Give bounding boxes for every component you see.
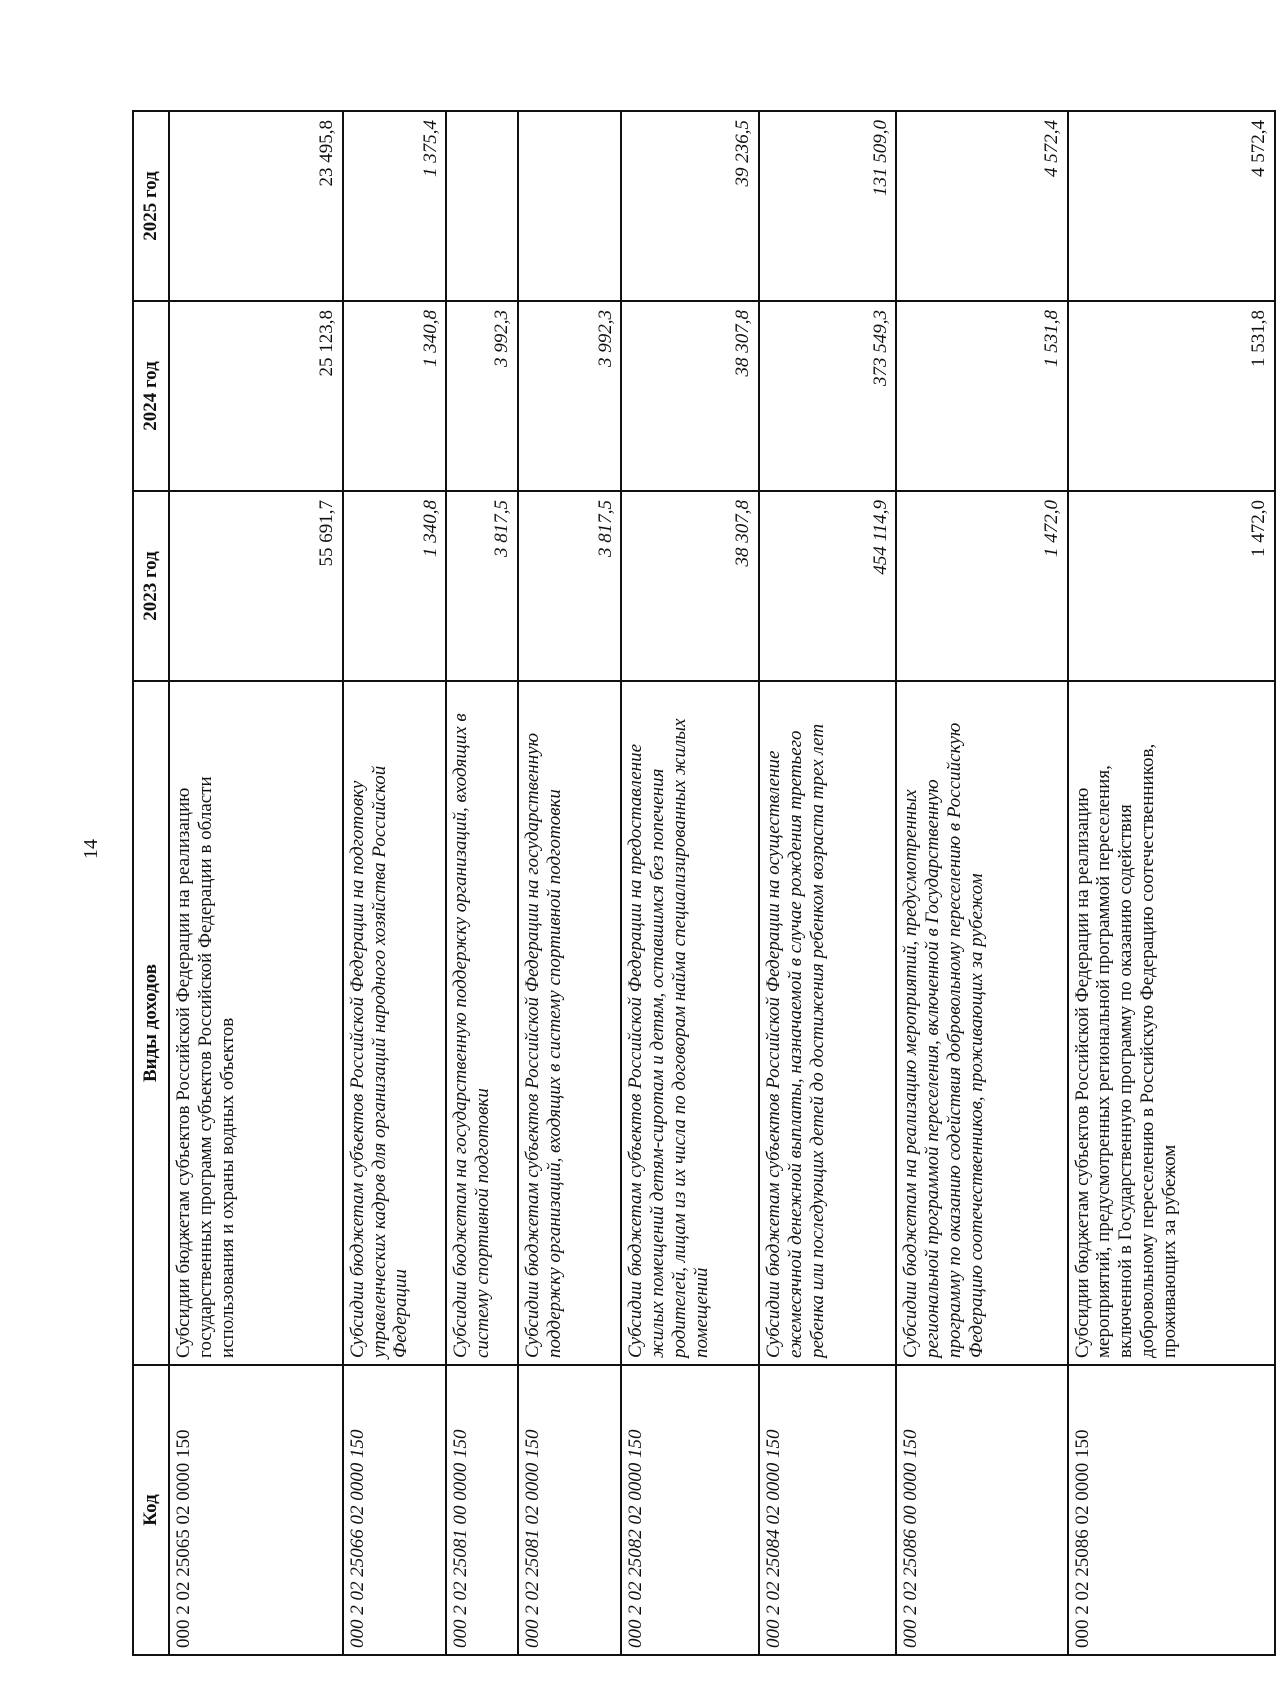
row-value-2025: 4 572,4 <box>1068 111 1276 301</box>
header-2023: 2023 год <box>133 491 169 681</box>
row-value-2024: 38 307,8 <box>621 301 758 491</box>
row-value-2025: 23 495,8 <box>169 111 343 301</box>
header-code: Код <box>133 1365 169 1655</box>
row-code: 000 2 02 25081 02 0000 150 <box>518 1365 622 1655</box>
row-value-2025 <box>446 111 517 301</box>
table-row <box>169 111 343 1655</box>
row-description: Субсидии бюджетам на реализацию мероприятий, предусмотренных региональной программой переселения, включенной в Государственную программу по оказанию содействия добровольному переселению в Российскую Федерацию соотечественников, проживающих за рубежом <box>896 681 1067 1365</box>
row-value-2023: 38 307,8 <box>621 491 758 681</box>
row-code: 000 2 02 25086 02 0000 150 <box>1068 1365 1276 1655</box>
row-code: 000 2 02 25066 02 0000 150 <box>343 1365 447 1655</box>
header-2025: 2025 год <box>133 111 169 301</box>
row-code: 000 2 02 25084 02 0000 150 <box>759 1365 896 1655</box>
table-row <box>343 111 447 1655</box>
row-value-2023: 3 817,5 <box>446 491 517 681</box>
table-row <box>518 111 622 1655</box>
row-code: 000 2 02 25081 00 0000 150 <box>446 1365 517 1655</box>
table-row <box>1068 111 1276 1655</box>
revenue-table <box>132 110 1276 1656</box>
table-header-row <box>133 111 169 1655</box>
row-value-2025: 4 572,4 <box>896 111 1067 301</box>
table-row <box>446 111 517 1655</box>
row-description: Субсидии бюджетам субъектов Российской Федерации на реализацию государственных программ субъектов Российской Федерации в области использования и охраны водных объектов <box>169 681 343 1365</box>
row-description: Субсидии бюджетам субъектов Российской Федерации на осуществление ежемесячной денежной выплаты, назначаемой в случае рождения третьего ребенка или последующих детей до достижения ребенком возраста трех лет <box>759 681 896 1365</box>
row-value-2025: 39 236,5 <box>621 111 758 301</box>
row-value-2025 <box>518 111 622 301</box>
row-value-2024: 1 340,8 <box>343 301 447 491</box>
row-description: Субсидии бюджетам субъектов Российской Федерации на предоставление жилых помещений детям-сиротам и детям, оставшимся без попечения родителей, лицам из их числа по договорам найма специализированных жилых помещений <box>621 681 758 1365</box>
row-code: 000 2 02 25086 00 0000 150 <box>896 1365 1067 1655</box>
row-description: Субсидии бюджетам субъектов Российской Федерации на подготовку управленческих кадров для организаций народного хозяйства Российской Федерации <box>343 681 447 1365</box>
row-value-2024: 1 531,8 <box>896 301 1067 491</box>
row-value-2025: 1 375,4 <box>343 111 447 301</box>
row-description: Субсидии бюджетам субъектов Российской Федерации на государственную поддержку организаций, входящих в систему спортивной подготовки <box>518 681 622 1365</box>
row-value-2023: 454 114,9 <box>759 491 896 681</box>
row-value-2024: 3 992,3 <box>518 301 622 491</box>
row-value-2025: 131 509,0 <box>759 111 896 301</box>
row-value-2024: 3 992,3 <box>446 301 517 491</box>
table-row <box>759 111 896 1655</box>
row-value-2024: 373 549,3 <box>759 301 896 491</box>
row-description: Субсидии бюджетам на государственную поддержку организаций, входящих в систему спортивной подготовки <box>446 681 517 1365</box>
row-value-2024: 25 123,8 <box>169 301 343 491</box>
row-value-2023: 1 472,0 <box>896 491 1067 681</box>
table-row <box>896 111 1067 1655</box>
row-description: Субсидии бюджетам субъектов Российской Федерации на реализацию мероприятий, предусмотренных региональной программой переселения, включенной в Государственную программу по оказанию содействия добровольному переселению в Российскую Федерацию соотечественников, проживающих за рубежом <box>1068 681 1276 1365</box>
row-value-2023: 3 817,5 <box>518 491 622 681</box>
table-row <box>621 111 758 1655</box>
row-value-2023: 55 691,7 <box>169 491 343 681</box>
page-number: 14 <box>80 839 102 859</box>
header-2024: 2024 год <box>133 301 169 491</box>
row-code: 000 2 02 25065 02 0000 150 <box>169 1365 343 1655</box>
row-value-2023: 1 340,8 <box>343 491 447 681</box>
revenue-table-rotated <box>132 112 1276 1656</box>
header-description: Виды доходов <box>133 681 169 1365</box>
row-value-2023: 1 472,0 <box>1068 491 1276 681</box>
row-code: 000 2 02 25082 02 0000 150 <box>621 1365 758 1655</box>
row-value-2024: 1 531,8 <box>1068 301 1276 491</box>
